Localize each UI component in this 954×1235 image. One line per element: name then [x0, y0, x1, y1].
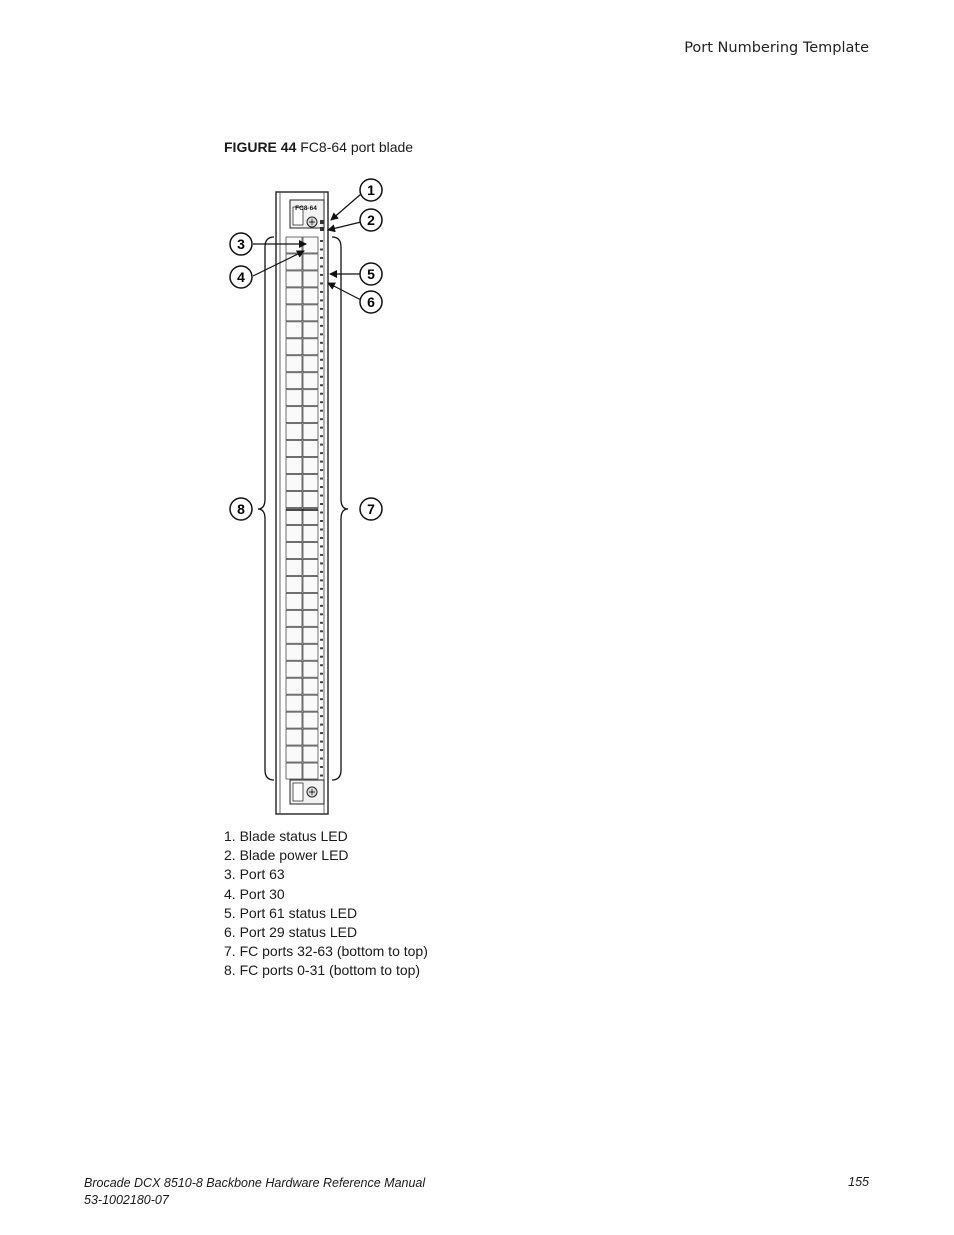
figure-label: FIGURE 44: [224, 139, 297, 155]
port-cell: [286, 407, 302, 423]
port-cell: [286, 492, 302, 508]
port-led: [320, 545, 323, 547]
port-cell: [303, 559, 318, 575]
callout-3: [230, 233, 252, 255]
port-cell: [286, 356, 302, 372]
port-led: [320, 715, 323, 717]
port-cell: [286, 525, 302, 541]
port-led: [320, 562, 323, 564]
port-cell: [286, 390, 302, 406]
port-cell: [303, 322, 318, 338]
port-cell: [303, 475, 318, 491]
port-cell: [303, 542, 318, 558]
port-led: [320, 554, 323, 556]
port-led: [320, 418, 323, 420]
port-cell: [286, 424, 302, 440]
svg-text:5: 5: [367, 266, 375, 282]
port-led: [320, 350, 323, 352]
port-led: [320, 257, 323, 259]
port-led: [320, 495, 323, 497]
callout-1: [360, 179, 382, 201]
port-cell: [303, 729, 318, 745]
legend-item: 2. Blade power LED: [224, 847, 349, 864]
port-cell: [286, 763, 302, 779]
port-cell: [286, 729, 302, 745]
port-led: [320, 503, 323, 505]
port-cell: [286, 678, 302, 694]
port-led: [320, 681, 323, 683]
port-cell: [303, 288, 318, 304]
port-led: [320, 342, 323, 344]
port-led: [320, 766, 323, 768]
svg-text:1: 1: [367, 182, 375, 198]
manual-title: Brocade DCX 8510-8 Backbone Hardware Reference Manual: [84, 1176, 426, 1190]
port-led: [320, 325, 323, 327]
port-led: [320, 461, 323, 463]
port-cell: [303, 593, 318, 609]
blade-label: FC8-64: [295, 205, 317, 212]
port-cell: [303, 525, 318, 541]
port-cell: [303, 390, 318, 406]
port-led: [320, 291, 323, 293]
port-led: [320, 520, 323, 522]
port-cell: [303, 492, 318, 508]
port-cell: [303, 424, 318, 440]
port-cell: [303, 661, 318, 677]
legend-item: 5. Port 61 status LED: [224, 904, 358, 921]
port-cell: [303, 254, 318, 270]
blade-diagram: [220, 170, 400, 820]
port-led: [320, 299, 323, 301]
port-led: [320, 630, 323, 632]
port-cell: [286, 576, 302, 592]
port-led: [320, 622, 323, 624]
port-cell: [303, 458, 318, 474]
port-cell: [303, 763, 318, 779]
port-cell: [303, 678, 318, 694]
port-cell: [286, 288, 302, 304]
port-cell: [286, 458, 302, 474]
figure-title: FC8-64 port blade: [300, 139, 414, 155]
port-cell: [286, 441, 302, 457]
port-cell: [286, 271, 302, 287]
port-led: [320, 724, 323, 726]
port-led: [320, 240, 323, 242]
port-cell: [286, 542, 302, 558]
port-led: [320, 664, 323, 666]
port-led: [320, 639, 323, 641]
bottom-ejector: [290, 780, 324, 804]
port-led: [320, 579, 323, 581]
legend-item: 1. Blade status LED: [224, 828, 348, 844]
port-cell: [303, 509, 318, 525]
port-cell: [286, 322, 302, 338]
port-led: [320, 274, 323, 276]
port-cell: [286, 475, 302, 491]
port-led: [320, 248, 323, 250]
port-cell: [303, 356, 318, 372]
port-led: [320, 367, 323, 369]
legend-item: 4. Port 30: [224, 885, 285, 902]
port-led: [320, 376, 323, 378]
port-led: [320, 444, 323, 446]
port-led: [320, 316, 323, 318]
port-cell: [286, 593, 302, 609]
blade-power-led: [320, 227, 324, 231]
port-cell: [286, 644, 302, 660]
port-cell: [303, 712, 318, 728]
port-led: [320, 308, 323, 310]
figure-caption: [224, 139, 413, 155]
port-cell: [286, 610, 302, 626]
port-cell: [286, 339, 302, 355]
port-cell: [303, 746, 318, 762]
port-led: [320, 528, 323, 530]
callout-7: [360, 498, 382, 520]
port-led: [320, 698, 323, 700]
brace-left: [258, 237, 274, 780]
port-cell: [303, 237, 318, 253]
port-cell: [303, 576, 318, 592]
port-led: [320, 605, 323, 607]
port-led: [320, 384, 323, 386]
port-cell: [303, 373, 318, 389]
port-cell: [303, 339, 318, 355]
port-cell: [286, 712, 302, 728]
port-cell: [303, 441, 318, 457]
svg-text:2: 2: [367, 212, 375, 228]
port-led: [320, 732, 323, 734]
port-led: [320, 401, 323, 403]
port-cell: [286, 237, 302, 253]
port-cell: [303, 407, 318, 423]
port-led: [320, 596, 323, 598]
port-cell: [286, 661, 302, 677]
port-led: [320, 571, 323, 573]
port-led: [320, 588, 323, 590]
callout-8: [230, 498, 252, 520]
callout-5: [360, 263, 382, 285]
port-led: [320, 741, 323, 743]
callout-6: [360, 291, 382, 313]
port-led: [320, 486, 323, 488]
legend-item: 3. Port 63: [224, 866, 285, 883]
doc-number: 53-1002180-07: [84, 1193, 169, 1207]
port-led: [320, 435, 323, 437]
port-led: [320, 758, 323, 760]
port-led: [320, 512, 323, 514]
port-cell: [303, 695, 318, 711]
port-cell: [286, 695, 302, 711]
port-led: [320, 647, 323, 649]
page-number: 155: [848, 1175, 869, 1189]
legend-item: 8. FC ports 0-31 (bottom to top): [224, 962, 421, 979]
port-cell: [303, 271, 318, 287]
legend-item: 6. Port 29 status LED: [224, 924, 358, 941]
port-cell: [286, 373, 302, 389]
port-cell: [303, 305, 318, 321]
port-led: [320, 656, 323, 658]
svg-text:6: 6: [367, 294, 375, 310]
brace-right: [332, 237, 348, 780]
svg-text:7: 7: [367, 501, 375, 517]
port-led: [320, 775, 323, 777]
blade-status-led: [320, 220, 324, 224]
section-title: Port Numbering Template: [684, 40, 869, 56]
port-led: [320, 537, 323, 539]
port-cell: [286, 746, 302, 762]
port-led: [320, 333, 323, 335]
port-led: [320, 282, 323, 284]
legend-item: 7. FC ports 32-63 (bottom to top): [224, 943, 428, 960]
port-led: [320, 410, 323, 412]
callout-4: [230, 266, 252, 288]
svg-text:4: 4: [237, 269, 245, 285]
port-cell: [286, 305, 302, 321]
port-led: [320, 478, 323, 480]
port-led: [320, 749, 323, 751]
port-cell: [286, 559, 302, 575]
port-led: [320, 673, 323, 675]
top-ejector: [290, 200, 324, 228]
port-cell: [286, 627, 302, 643]
port-led: [320, 469, 323, 471]
svg-text:3: 3: [237, 236, 245, 252]
port-led: [320, 393, 323, 395]
port-led: [320, 613, 323, 615]
port-led: [320, 707, 323, 709]
port-led: [320, 452, 323, 454]
port-led: [320, 427, 323, 429]
port-led: [320, 690, 323, 692]
port-led: [320, 359, 323, 361]
port-cell: [303, 644, 318, 660]
port-cell: [303, 627, 318, 643]
port-cell: [303, 610, 318, 626]
svg-text:8: 8: [237, 501, 245, 517]
port-cell: [286, 509, 302, 525]
callout-2: [360, 209, 382, 231]
figure-legend: [224, 827, 428, 981]
port-led: [320, 265, 323, 267]
